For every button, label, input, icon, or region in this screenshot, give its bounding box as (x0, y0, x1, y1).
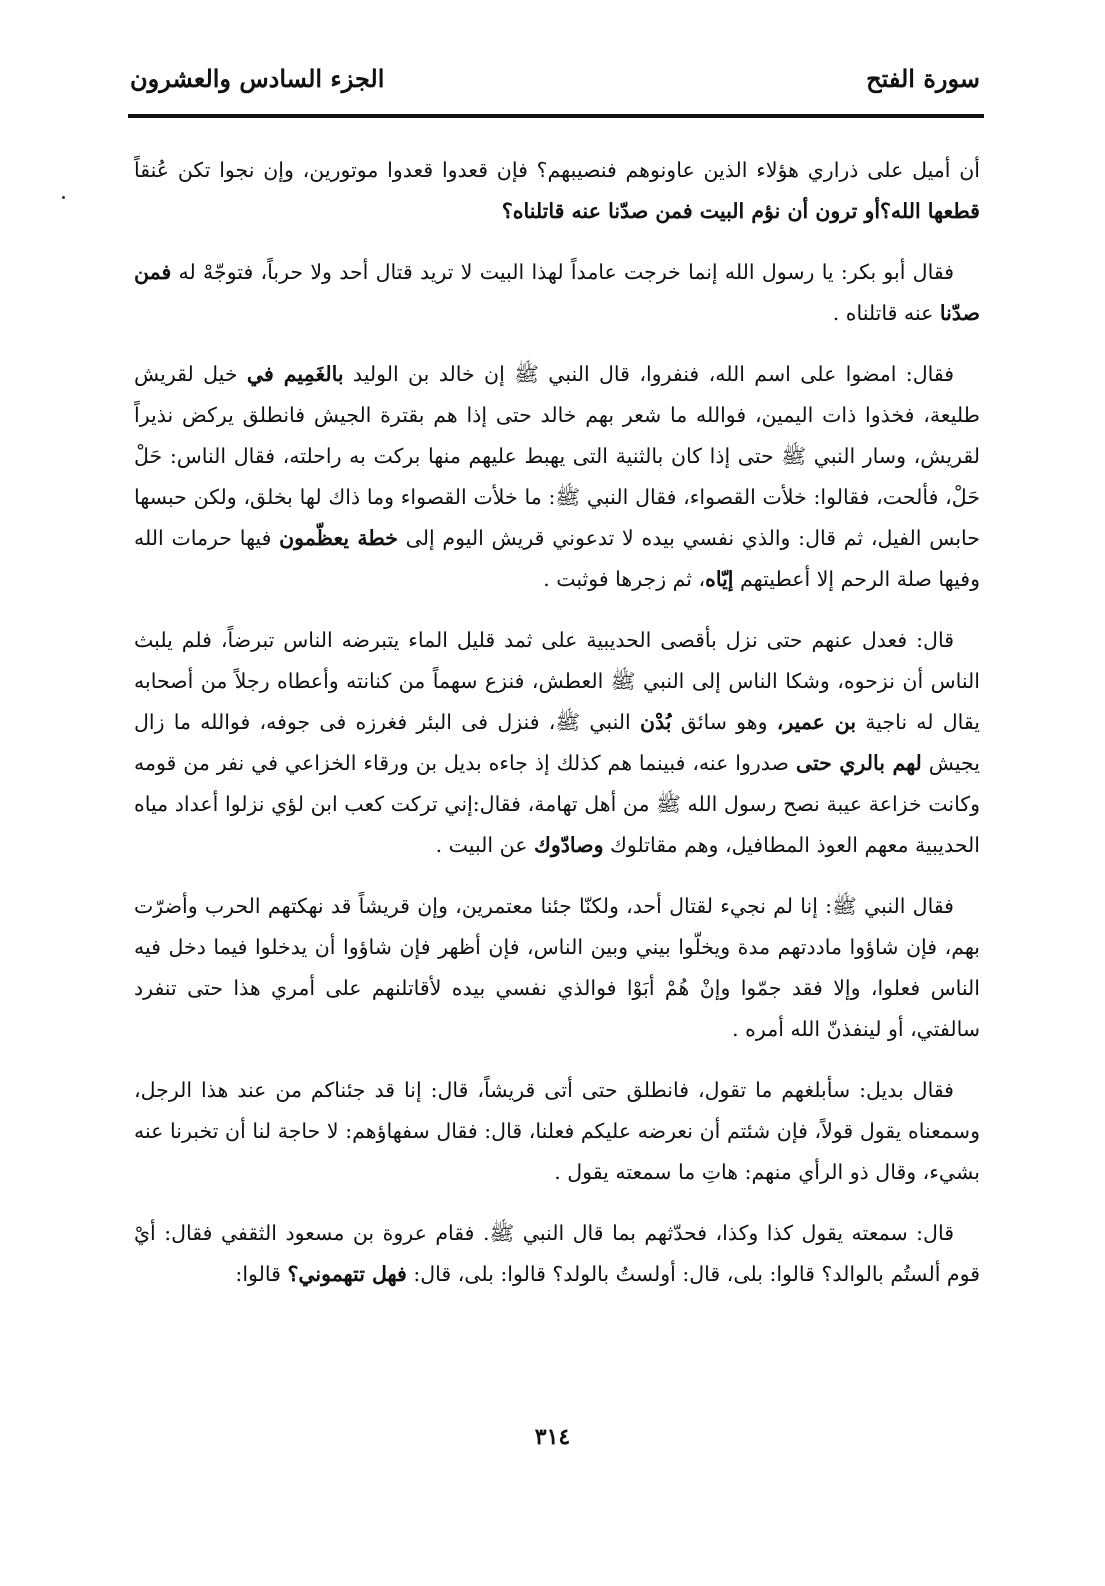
paragraph-text: أن أميل على ذراري هؤلاء الذين عاونوهم فنصيبهم؟ فإن قعدوا قعدوا موتورين، وإن نجوا تكن عُنقاً (134, 158, 980, 182)
emphasized-text: إيّاه (705, 567, 734, 591)
paragraph-text: النبي ﷺ، فنزل فى البئر فغرزه فى جوفه، فوالله ما زال يجيش (134, 710, 980, 775)
emphasized-text: لهم بالري حتى (795, 751, 922, 775)
body-text (134, 150, 980, 1315)
paragraph-text: قالوا: (235, 1262, 288, 1286)
paragraph-text: خيل لقريش طليعة، فخذوا ذات اليمين، فوالله ما شعر بهم خالد حتى إذا هم بقترة الجيش فانطلق يركض نذيراً لقريش، وسار النبي ﷺ حتى إذا كان بالثنية التى يهبط عليهم منها بركت به راحلته، فقال الناس: حَلْ حَلْ، فألحت، فقالوا: خلأت القصواء، فقال النبي ﷺ: ما خلأت القصواء وما ذاك لها بخلق، ولكن حبسها حابس الفيل، ثم قال: والذي نفسي بيده لا تدعوني قريش اليوم إلى (134, 362, 980, 550)
paragraph-text: ، ثم زجرها فوثبت . (543, 567, 706, 591)
paragraph (134, 886, 980, 1050)
header-surah-title: سورة الفتح (866, 63, 980, 93)
paragraph-text: فقال النبي ﷺ: إنا لم نجيء لقتال أحد، ولكنّا جئنا معتمرين، وإن قريشاً قد نهكتهم الحرب وأضرّت بهم، فإن شاؤوا ماددتهم مدة ويخلّوا بيني وبين الناس، فإن أظهر فإن شاؤوا أن يدخلوا فيما دخل فيه الناس فعلوا، وإلا فقد جمّوا وإنْ هُمْ أبَوْا فوالذي نفسي بيده لأقاتلنهم على أمري هذا حتى تنفرد سالفتي، أو لينفذنّ الله أمره . (134, 894, 980, 1041)
paragraph-text: فقال أبو بكر: يا رسول الله إنما خرجت عامداً لهذا البيت لا تريد قتال أحد ولا حرباً، فتوجّهْ له (171, 260, 954, 284)
emphasized-text: قطعها الله؟أو ترون أن نؤم البيت فمن صدّنا عنه قاتلناه؟ (501, 199, 980, 223)
emphasized-text: وصادّوك (533, 833, 604, 857)
paragraph-text: وهو سائق (671, 710, 777, 734)
emphasized-text: خطة يعظّمون (279, 526, 398, 550)
paragraph (134, 354, 980, 600)
header-part-title: الجزء السادس والعشرون (130, 63, 385, 93)
paragraph-text: فقال بديل: سأبلغهم ما تقول، فانطلق حتى أتى قريشاً، قال: إنا قد جئناكم من عند هذا الرجل، وسمعناه يقول قولاً، فإن شئتم أن نعرضه عليكم فعلنا، قال: فقال سفهاؤهم: لا حاجة لنا أن تخبرنا عنه بشيء، وقال ذو الرأي منهم: هاتِ ما سمعته يقول . (134, 1078, 980, 1184)
scan-speck (62, 196, 65, 199)
paragraph-text: عنه قاتلناه . (832, 301, 940, 325)
page-number: ٣١٤ (534, 1424, 571, 1450)
emphasized-text: فمن صدّنا (134, 260, 980, 325)
paragraph-text: صدروا عنه، فبينما هم كذلك إذ جاءه بديل بن ورقاء الخزاعي في نفر من قومه وكانت خزاعة عيبة نصح رسول الله ﷺ من أهل تهامة، فقال:إني تركت كعب ابن لؤي نزلوا أعداد مياه الحديبية معهم العوذ المطافيل، وهم مقاتلوك (134, 751, 980, 857)
paragraph-text: فقال: امضوا على اسم الله، فنفروا، قال النبي ﷺ إن خالد بن الوليد (343, 362, 955, 386)
header-divider (128, 114, 984, 118)
paragraph (134, 1213, 980, 1295)
paragraph-text: قال: فعدل عنهم حتى نزل بأقصى الحديبية على ثمد قليل الماء يتبرضه الناس تبرضاً، فلم يلبث الناس أن نزحوه، وشكا الناس إلى النبي ﷺ العطش، فنزع سهماً من كنانته وأعطاه رجلاً من أصحابه يقال له ناجية (134, 628, 980, 734)
paragraph (134, 252, 980, 334)
emphasized-text: بُدْن (639, 710, 672, 734)
paragraph-text: فيها حرمات الله وفيها صلة الرحم إلا أعطيتهم (134, 526, 980, 591)
emphasized-text: فهل تتهموني؟ (287, 1262, 407, 1286)
paragraph (134, 150, 980, 232)
paragraph (134, 1070, 980, 1193)
running-header (130, 58, 980, 98)
emphasized-text: بن عمير، (776, 710, 857, 734)
paragraph-text: قال: سمعته يقول كذا وكذا، فحدّثهم بما قال النبي ﷺ. فقام عروة بن مسعود الثقفي فقال: أيْ قوم ألستُم بالوالد؟ قالوا: بلى، قال: أولستُ بالولد؟ قالوا: بلى، قال: (134, 1221, 980, 1286)
paragraph-text: عن البيت . (435, 833, 534, 857)
emphasized-text: بالغَمِيم في (246, 362, 344, 386)
paragraph (134, 620, 980, 866)
